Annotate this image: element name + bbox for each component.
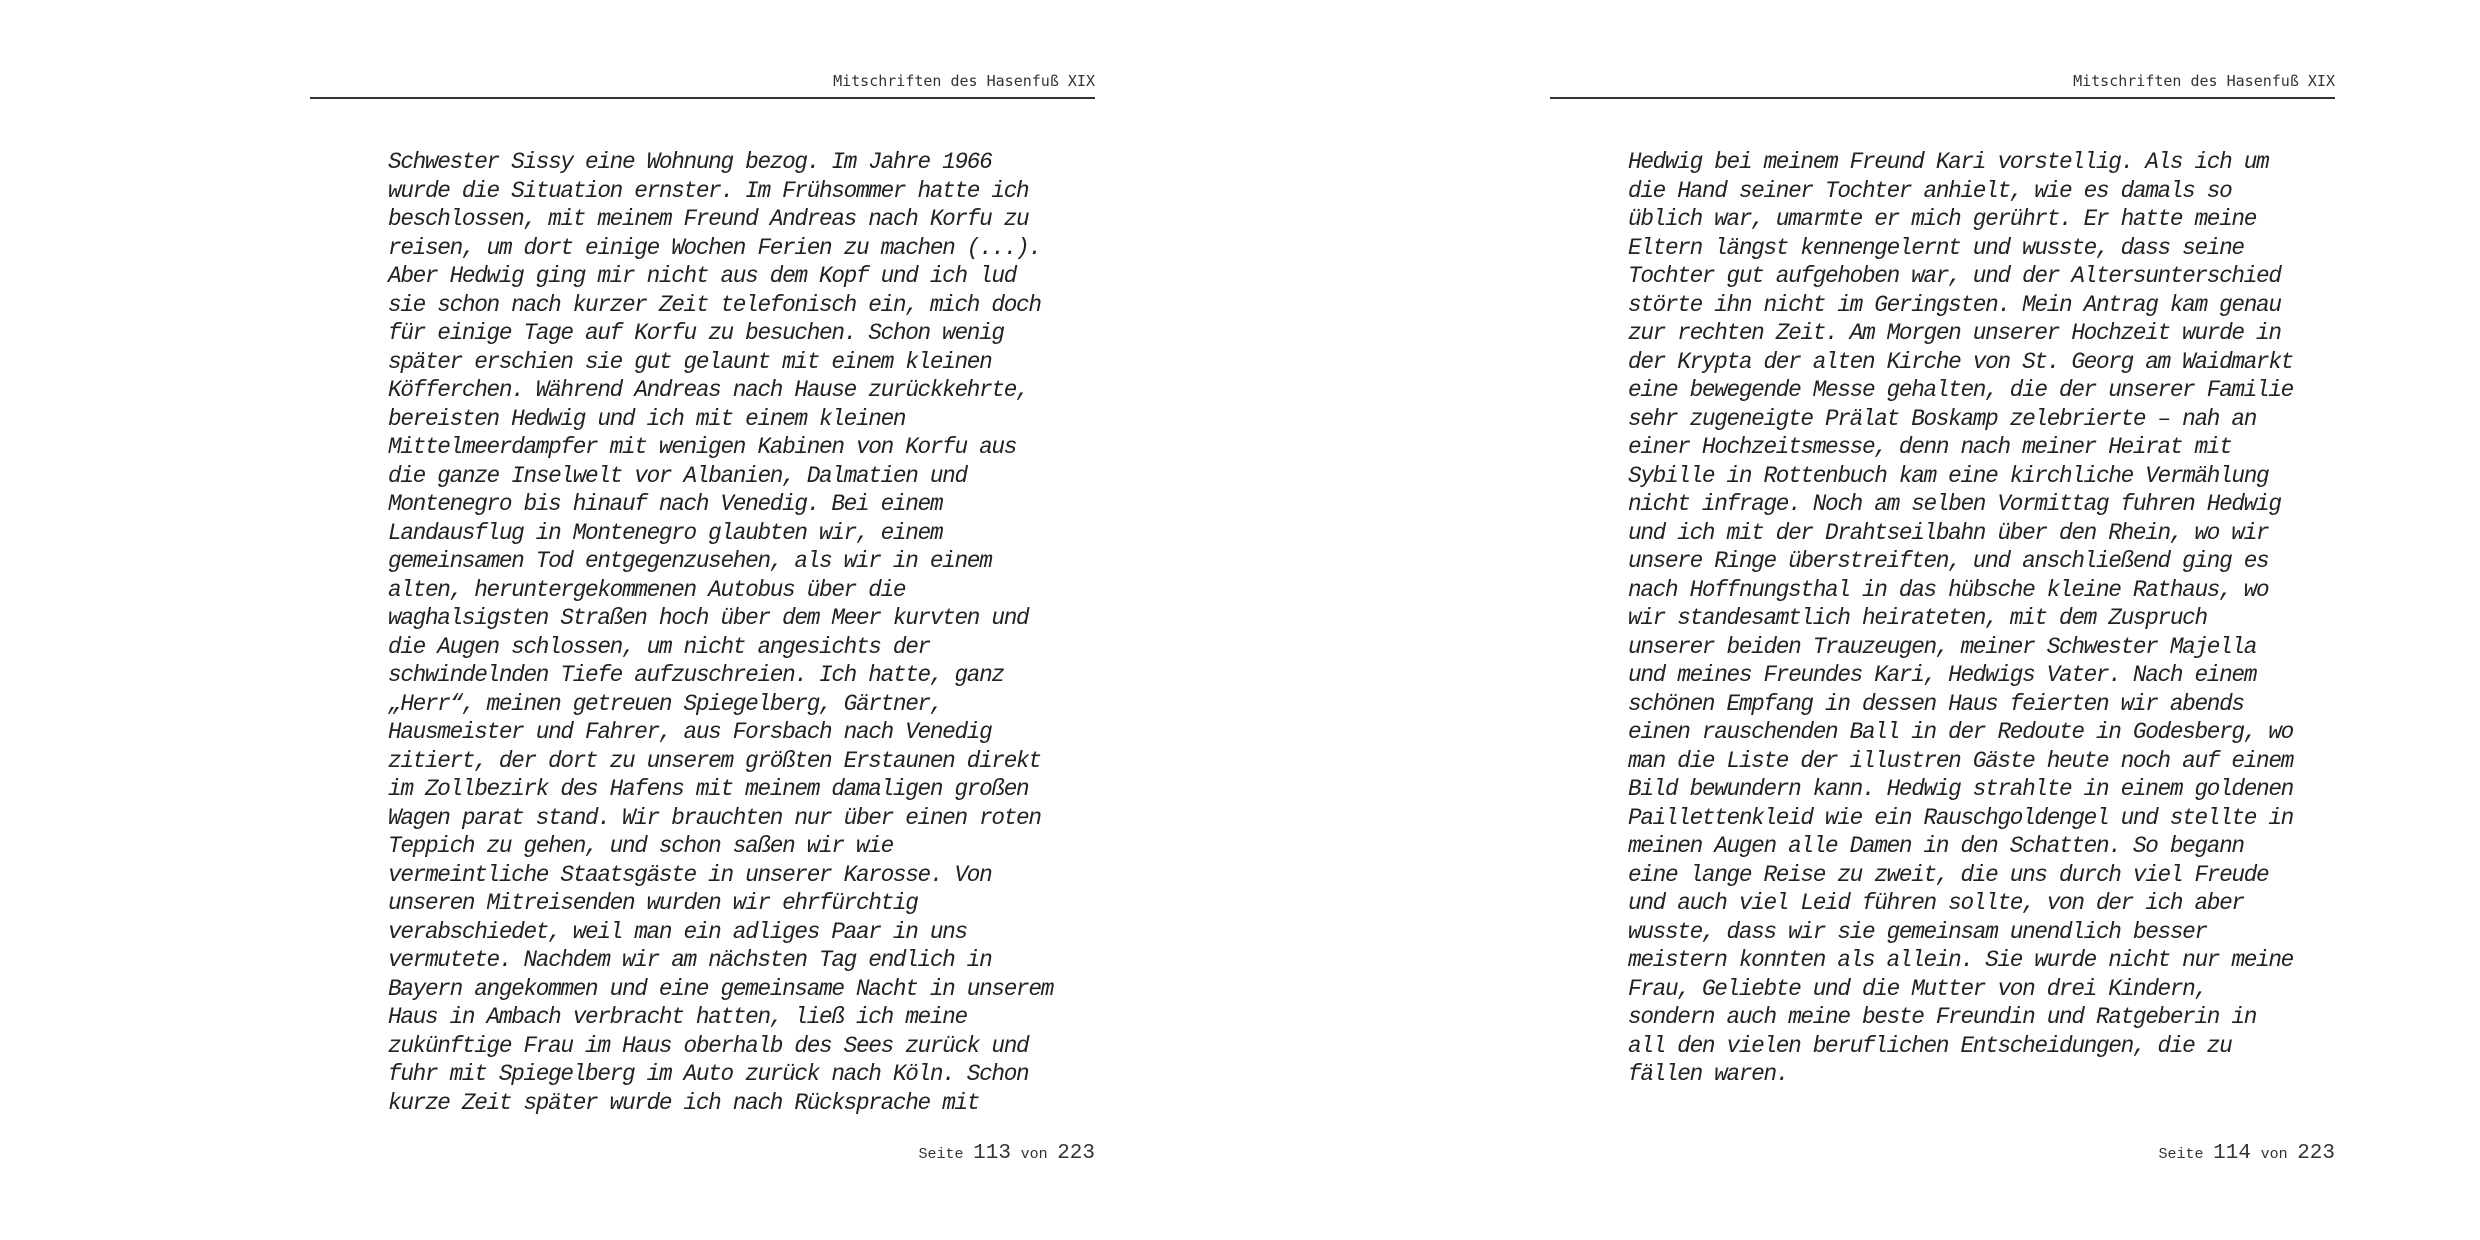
text-line: und auch viel Leid führen sollte, von der ich aber bbox=[1628, 890, 2244, 916]
text-line: Paillettenkleid wie ein Rauschgoldengel und stellte in bbox=[1628, 804, 2293, 831]
text-line: gemeinsamen Tod entgegenzusehen, als wir in einem bbox=[388, 548, 992, 574]
text-line: nicht infrage. Noch am selben Vormittag fuhren Hedwig bbox=[1628, 491, 2281, 517]
running-header: Mitschriften des Hasenfuß XIX bbox=[2073, 72, 2335, 90]
text-line: zitiert, der dort zu unserem größten Erstaunen direkt bbox=[388, 747, 1041, 774]
text-line: waghalsigsten Straßen hoch über dem Meer kurvten und bbox=[388, 605, 1029, 631]
text-line: beschlossen, mit meinem Freund Andreas nach Korfu zu bbox=[388, 206, 1029, 232]
text-line: üblich war, umarmte er mich gerührt. Er hatte meine bbox=[1628, 206, 2257, 232]
text-line: man die Liste der illustren Gäste heute noch auf einem bbox=[1628, 747, 2293, 774]
text-line: die Hand seiner Tochter anhielt, wie es damals so bbox=[1628, 177, 2232, 204]
page-total: 223 bbox=[2297, 1142, 2335, 1165]
page-footer bbox=[310, 1142, 1095, 1165]
text-line: wir standesamtlich heirateten, mit dem Zuspruch bbox=[1628, 605, 2207, 631]
text-line: sehr zugeneigte Prälat Boskamp zelebrierte – nah an bbox=[1628, 405, 2257, 432]
right-page bbox=[1240, 0, 2480, 1240]
text-line: sondern auch meine beste Freundin und Ratgeberin in bbox=[1628, 1004, 2257, 1030]
text-line: später erschien sie gut gelaunt mit einem kleinen bbox=[388, 348, 992, 375]
text-line: Tochter gut aufgehoben war, und der Altersunterschied bbox=[1628, 263, 2281, 289]
text-line: unseren Mitreisenden wurden wir ehrfürchtig bbox=[388, 890, 918, 916]
text-line: störte ihn nicht im Geringsten. Mein Antrag kam genau bbox=[1628, 291, 2281, 318]
text-line: die ganze Inselwelt vor Albanien, Dalmatien und bbox=[388, 462, 967, 489]
footer-prefix: Seite bbox=[2158, 1146, 2204, 1163]
text-line: unserer beiden Trauzeugen, meiner Schwester Majella bbox=[1628, 633, 2257, 660]
text-line: eine bewegende Messe gehalten, die der unserer Familie bbox=[1628, 377, 2293, 403]
page-number: 114 bbox=[2213, 1142, 2251, 1165]
text-line: fällen waren. bbox=[1628, 1061, 1789, 1087]
header-rule bbox=[310, 97, 1095, 99]
text-line: meistern konnten als allein. Sie wurde nicht nur meine bbox=[1628, 947, 2293, 973]
text-line: die Augen schlossen, um nicht angesichts der bbox=[388, 633, 930, 660]
text-line: Eltern längst kennengelernt und wusste, dass seine bbox=[1628, 234, 2244, 261]
text-line: für einige Tage auf Korfu zu besuchen. Schon wenig bbox=[388, 320, 1004, 346]
text-line: und ich mit der Drahtseilbahn über den Rhein, wo wir bbox=[1628, 519, 2269, 546]
text-line: Mittelmeerdampfer mit wenigen Kabinen von Korfu aus bbox=[388, 434, 1017, 460]
text-line: Bayern angekommen und eine gemeinsame Nacht in unserem bbox=[388, 975, 1053, 1002]
footer-prefix: Seite bbox=[918, 1146, 964, 1163]
text-line: nach Hoffnungsthal in das hübsche kleine Rathaus, wo bbox=[1628, 576, 2269, 603]
page-footer bbox=[1550, 1142, 2335, 1165]
text-line: der Krypta der alten Kirche von St. Georg am Waidmarkt bbox=[1628, 348, 2293, 375]
text-line: Landausflug in Montenegro glaubten wir, einem bbox=[388, 519, 943, 546]
text-line: Montenegro bis hinauf nach Venedig. Bei einem bbox=[388, 491, 943, 517]
text-line: Teppich zu gehen, und schon saßen wir wie bbox=[388, 833, 893, 859]
text-line: bereisten Hedwig und ich mit einem kleinen bbox=[388, 405, 906, 432]
text-line: Haus in Ambach verbracht hatten, ließ ich meine bbox=[388, 1004, 967, 1030]
text-line: Aber Hedwig ging mir nicht aus dem Kopf und ich lud bbox=[388, 263, 1017, 289]
body-text bbox=[1628, 148, 2348, 1089]
text-line: all den vielen beruflichen Entscheidungen, die zu bbox=[1628, 1032, 2232, 1059]
text-line: „Herr“, meinen getreuen Spiegelberg, Gärtner, bbox=[388, 690, 943, 717]
text-line: unsere Ringe überstreiften, und anschließend ging es bbox=[1628, 548, 2269, 574]
text-line: Wagen parat stand. Wir brauchten nur über einen roten bbox=[388, 804, 1041, 831]
text-line: und meines Freundes Kari, Hedwigs Vater. Nach einem bbox=[1628, 662, 2257, 688]
text-line: zukünftige Frau im Haus oberhalb des Sees zurück und bbox=[388, 1032, 1029, 1059]
text-line: Sybille in Rottenbuch kam eine kirchliche Vermählung bbox=[1628, 462, 2269, 489]
text-line: reisen, um dort einige Wochen Ferien zu machen (...). bbox=[388, 234, 1041, 261]
footer-middle: von bbox=[2260, 1146, 2288, 1163]
text-line: verabschiedet, weil man ein adliges Paar in uns bbox=[388, 918, 967, 945]
text-line: Hedwig bei meinem Freund Kari vorstellig. Als ich um bbox=[1628, 149, 2269, 175]
text-line: sie schon nach kurzer Zeit telefonisch ein, mich doch bbox=[388, 291, 1041, 318]
text-line: wurde die Situation ernster. Im Frühsommer hatte ich bbox=[388, 177, 1029, 204]
running-header: Mitschriften des Hasenfuß XIX bbox=[833, 72, 1095, 90]
text-line: wusste, dass wir sie gemeinsam unendlich besser bbox=[1628, 918, 2207, 945]
text-line: kurze Zeit später wurde ich nach Rücksprache mit bbox=[388, 1089, 980, 1116]
text-line: vermutete. Nachdem wir am nächsten Tag endlich in bbox=[388, 947, 992, 973]
text-line: schönen Empfang in dessen Haus feierten wir abends bbox=[1628, 690, 2244, 717]
text-line: Schwester Sissy eine Wohnung bezog. Im Jahre 1966 bbox=[388, 149, 992, 175]
header-rule bbox=[1550, 97, 2335, 99]
page-total: 223 bbox=[1057, 1142, 1095, 1165]
text-line: einen rauschenden Ball in der Redoute in Godesberg, wo bbox=[1628, 719, 2293, 745]
text-line: Frau, Geliebte und die Mutter von drei Kindern, bbox=[1628, 975, 2207, 1002]
text-line: meinen Augen alle Damen in den Schatten. So begann bbox=[1628, 833, 2244, 859]
text-line: Bild bewundern kann. Hedwig strahlte in einem goldenen bbox=[1628, 776, 2293, 802]
text-line: Hausmeister und Fahrer, aus Forsbach nach Venedig bbox=[388, 719, 992, 745]
text-line: einer Hochzeitsmesse, denn nach meiner Heirat mit bbox=[1628, 434, 2232, 460]
text-line: Köfferchen. Während Andreas nach Hause zurückkehrte, bbox=[388, 377, 1029, 403]
text-line: alten, heruntergekommenen Autobus über die bbox=[388, 576, 906, 603]
page-number: 113 bbox=[973, 1142, 1011, 1165]
text-line: fuhr mit Spiegelberg im Auto zurück nach Köln. Schon bbox=[388, 1061, 1029, 1087]
text-line: vermeintliche Staatsgäste in unserer Karosse. Von bbox=[388, 861, 992, 888]
text-line: zur rechten Zeit. Am Morgen unserer Hochzeit wurde in bbox=[1628, 320, 2281, 346]
text-line: im Zollbezirk des Hafens mit meinem damaligen großen bbox=[388, 776, 1029, 802]
text-line: eine lange Reise zu zweit, die uns durch viel Freude bbox=[1628, 861, 2269, 888]
body-text bbox=[388, 148, 1108, 1117]
text-line: schwindelnden Tiefe aufzuschreien. Ich hatte, ganz bbox=[388, 662, 1004, 688]
footer-middle: von bbox=[1020, 1146, 1048, 1163]
